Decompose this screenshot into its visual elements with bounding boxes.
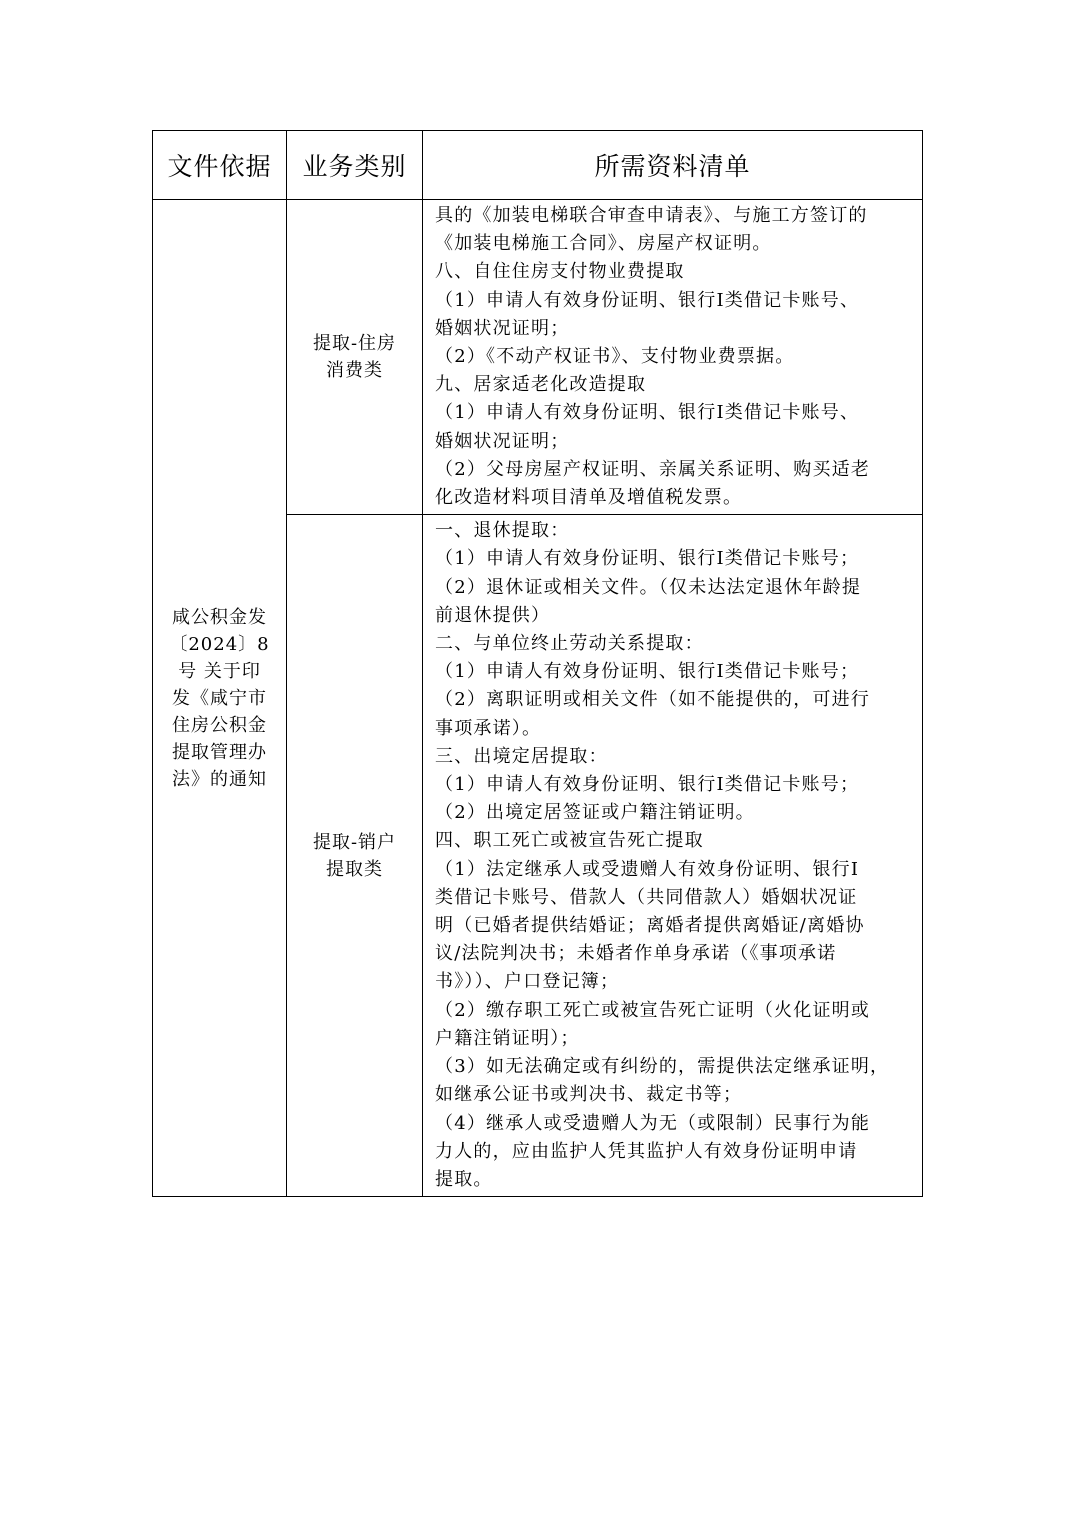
list-line: 九、居家适老化改造提取 [435, 374, 647, 396]
list-line: 化改造材料项目清单及增值税发票。 [435, 487, 743, 509]
type-line: 提取类 [326, 858, 383, 880]
list-line: 婚姻状况证明； [435, 430, 570, 452]
type-line: 提取-销户 [312, 831, 397, 853]
header-basis: 文件依据 [153, 131, 287, 200]
list-line: 二、与单位终止劳动关系提取： [435, 633, 704, 655]
list-line: （1）申请人有效身份证明、银行Ⅰ类借记卡账号、 [435, 289, 860, 311]
list-cell-account-closing [423, 515, 923, 1197]
list-line: （4）继承人或受遗赠人为无（或限制）民事行为能 [435, 1112, 871, 1134]
list-line: 类借记卡账号、借款人（共同借款人）婚姻状况证 [435, 886, 858, 908]
list-line: 具的《加装电梯联合审查申请表》、与施工方签订的 [435, 205, 868, 226]
list-line: 八、自住住房支付物业费提取 [435, 261, 685, 283]
list-line: （2）离职证明或相关文件（如不能提供的，可进行 [435, 689, 871, 711]
list-line: 力人的，应由监护人凭其监护人有效身份证明申请 [435, 1140, 858, 1162]
list-line: （2）退休证或相关文件。（仅未达法定退休年龄提 [435, 576, 862, 598]
list-line: （2）出境定居签证或户籍注销证明。 [435, 802, 755, 824]
list-line: （2）《不动产权证书》、支付物业费票据。 [435, 346, 795, 368]
basis-line: 号 关于印 [178, 660, 261, 682]
list-line: 提取。 [435, 1168, 493, 1190]
type-line: 消费类 [326, 360, 383, 382]
list-line: 书》））、户口登记簿； [435, 971, 620, 993]
list-line: 事项承诺）。 [435, 717, 542, 739]
basis-line: 法》的通知 [172, 768, 267, 790]
list-line: （1）申请人有效身份证明、银行Ⅰ类借记卡账号； [435, 661, 860, 683]
list-line: 《加装电梯施工合同》、房屋产权证明。 [435, 233, 772, 255]
type-cell-account-closing [287, 515, 423, 1197]
basis-line: 〔2024〕8 [169, 633, 270, 655]
table-row [153, 200, 923, 515]
list-line: 一、退休提取： [435, 520, 570, 542]
list-line: 婚姻状况证明； [435, 317, 570, 339]
type-cell-housing-consumption [287, 200, 423, 515]
header-type: 业务类别 [287, 131, 423, 200]
list-line: 三、出境定居提取： [435, 745, 608, 767]
list-line: 如继承公证书或判决书、裁定书等； [435, 1084, 743, 1106]
list-line: 前退休提供） [435, 604, 551, 626]
list-line: 户籍注销证明）； [435, 1027, 580, 1049]
basis-line: 咸公积金发 [172, 606, 267, 628]
list-line: 四、职工死亡或被宣告死亡提取 [435, 830, 704, 852]
list-line: （2）父母房屋产权证明、亲属关系证明、购买适老 [435, 458, 871, 480]
requirements-table [152, 130, 923, 1197]
basis-cell [153, 200, 287, 1197]
list-line: 议/法院判决书；未婚者作单身承诺（《事项承诺 [435, 943, 837, 965]
basis-line: 住房公积金 [172, 714, 267, 736]
list-line: （1）申请人有效身份证明、银行Ⅰ类借记卡账号； [435, 774, 860, 796]
header-list: 所需资料清单 [423, 131, 923, 200]
type-line: 提取-住房 [312, 333, 397, 355]
list-line: （1）申请人有效身份证明、银行Ⅰ类借记卡账号、 [435, 402, 860, 424]
list-line: （2）缴存职工死亡或被宣告死亡证明（火化证明或 [435, 999, 871, 1021]
basis-line: 提取管理办 [172, 741, 267, 763]
list-cell-housing-consumption [423, 200, 923, 515]
list-line: （1）法定继承人或受遗赠人有效身份证明、银行Ⅰ [435, 858, 860, 880]
table-header-row [153, 131, 923, 200]
list-line: （3）如无法确定或有纠纷的，需提供法定继承证明， [435, 1056, 890, 1078]
list-line: 明（已婚者提供结婚证；离婚者提供离婚证/离婚协 [435, 915, 865, 937]
basis-line: 发《咸宁市 [172, 687, 267, 709]
list-line: （1）申请人有效身份证明、银行Ⅰ类借记卡账号； [435, 548, 860, 570]
